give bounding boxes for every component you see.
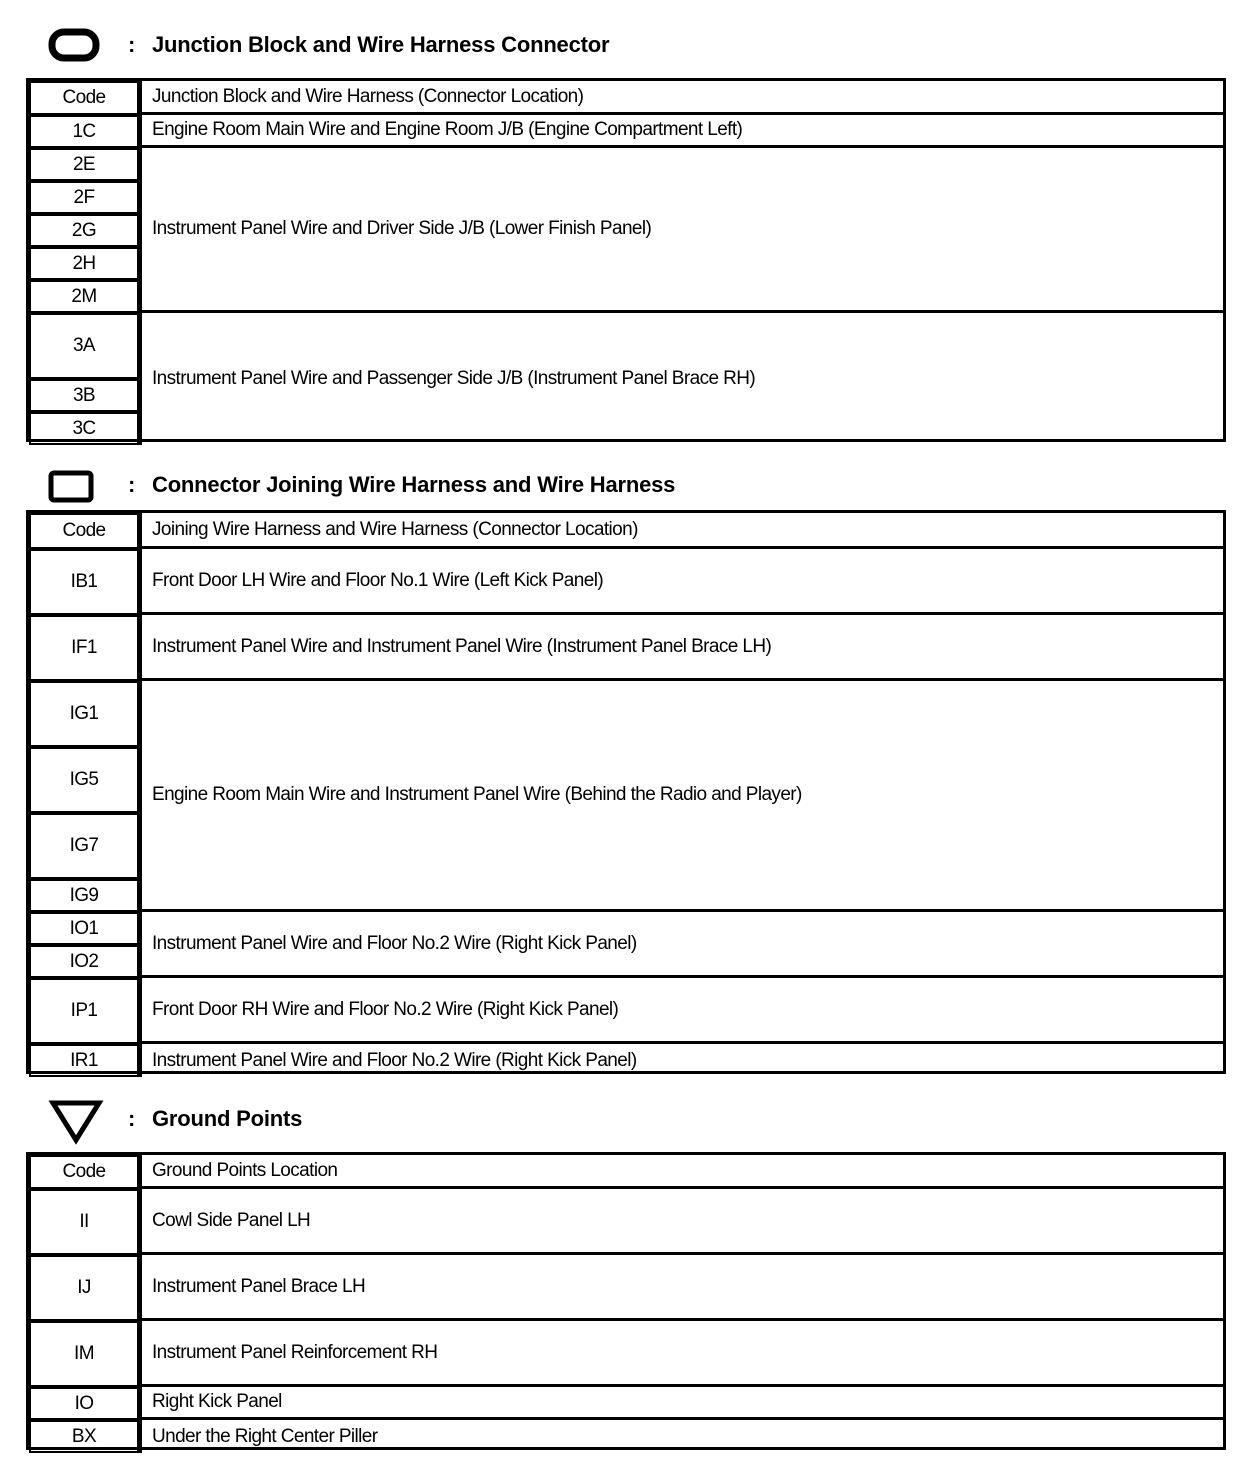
code-cell: IM [29,1321,139,1387]
code-column-header: Code [29,1155,139,1189]
code-cell: IP1 [29,978,139,1044]
location-cell: Instrument Panel Wire and Driver Side J/B (Lower Finish Panel) [139,148,1223,313]
heading-colon: : [128,1106,136,1131]
location-cell: Instrument Panel Brace LH [139,1255,1223,1321]
junction-block-table [26,78,1226,442]
junction-block-symbol-icon [48,28,100,62]
ground-point-symbol-icon [48,1098,104,1146]
location-cell: Instrument Panel Reinforcement RH [139,1321,1223,1387]
location-cell: Right Kick Panel [139,1387,1223,1420]
code-cell: IO2 [29,945,139,978]
code-cell: IG5 [29,747,139,813]
section-title: Ground Points [152,1106,303,1131]
heading-colon: : [128,472,136,497]
section-junction-block-heading [0,26,1248,66]
section-ground-points-heading [0,1098,1248,1138]
code-cell: II [29,1189,139,1255]
heading-colon: : [128,32,136,57]
location-cell: Front Door LH Wire and Floor No.1 Wire (Left Kick Panel) [139,549,1223,615]
code-cell: 2H [29,247,139,280]
section-title: Connector Joining Wire Harness and Wire Harness [152,472,676,497]
code-cell: IO [29,1387,139,1420]
location-cell: Engine Room Main Wire and Engine Room J/B (Engine Compartment Left) [139,115,1223,148]
ground-points-table [26,1152,1226,1450]
code-cell: BX [29,1420,139,1453]
code-cell: 2F [29,181,139,214]
connector-table [26,510,1226,1074]
code-cell: IF1 [29,615,139,681]
code-cell: IG1 [29,681,139,747]
code-cell: IO1 [29,912,139,945]
location-cell: Instrument Panel Wire and Instrument Panel Wire (Instrument Panel Brace LH) [139,615,1223,681]
code-cell: 1C [29,115,139,148]
code-cell: IB1 [29,549,139,615]
code-cell: 3B [29,379,139,412]
code-cell: IJ [29,1255,139,1321]
code-cell: IG7 [29,813,139,879]
code-cell: 2M [29,280,139,313]
code-cell: 3A [29,313,139,379]
location-cell: Front Door RH Wire and Floor No.2 Wire (Right Kick Panel) [139,978,1223,1044]
location-cell: Instrument Panel Wire and Floor No.2 Wire (Right Kick Panel) [139,912,1223,978]
location-column-header: Joining Wire Harness and Wire Harness (Connector Location) [139,513,1223,549]
location-cell: Instrument Panel Wire and Passenger Side J/B (Instrument Panel Brace RH) [139,313,1223,445]
location-column-header: Junction Block and Wire Harness (Connector Location) [139,81,1223,115]
location-cell: Engine Room Main Wire and Instrument Panel Wire (Behind the Radio and Player) [139,681,1223,912]
code-column-header: Code [29,513,139,549]
location-cell: Cowl Side Panel LH [139,1189,1223,1255]
code-cell: IG9 [29,879,139,912]
location-column-header: Ground Points Location [139,1155,1223,1189]
code-cell: 2G [29,214,139,247]
location-cell: Under the Right Center Piller [139,1420,1223,1453]
code-cell: IR1 [29,1044,139,1077]
code-cell: 2E [29,148,139,181]
section-title: Junction Block and Wire Harness Connector [152,32,610,57]
code-column-header: Code [29,81,139,115]
code-cell: 3C [29,412,139,445]
section-connector-heading [0,466,1248,506]
connector-symbol-icon [48,470,96,504]
location-cell: Instrument Panel Wire and Floor No.2 Wire (Right Kick Panel) [139,1044,1223,1077]
